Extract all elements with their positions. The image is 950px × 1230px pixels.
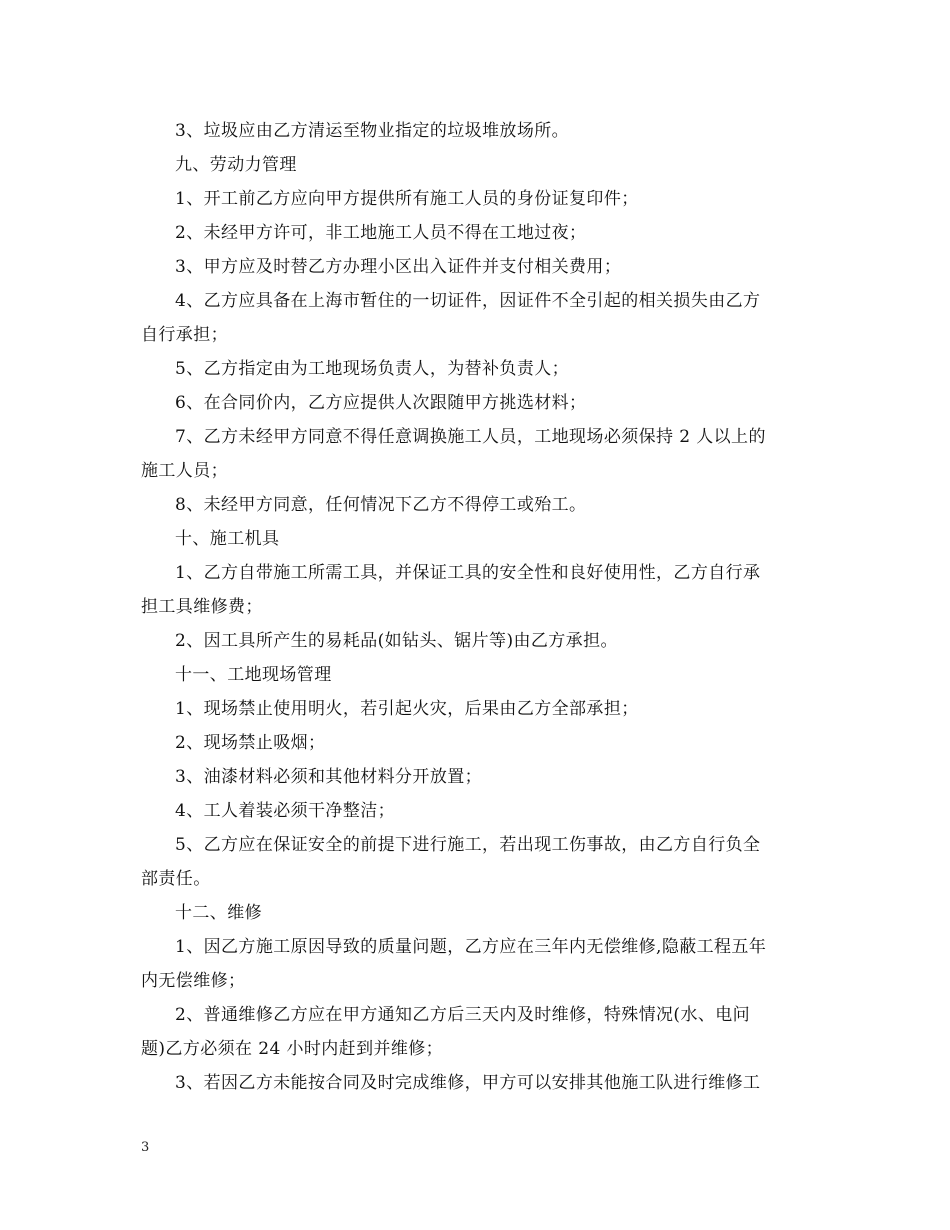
paragraph-line: 3、垃圾应由乙方清运至物业指定的垃圾堆放场所。 — [175, 121, 570, 141]
paragraph-line: 2、未经甲方许可，非工地施工人员不得在工地过夜； — [175, 223, 587, 243]
paragraph-line: 1、因乙方施工原因导致的质量问题，乙方应在三年内无偿维修,隐蔽工程五年 — [175, 937, 767, 957]
paragraph-line: 5、乙方应在保证安全的前提下进行施工，若出现工伤事故，由乙方自行负全 — [175, 835, 761, 855]
section-heading-tools: 十、施工机具 — [175, 529, 280, 549]
paragraph-line: 2、因工具所产生的易耗品(如钻头、锯片等)由乙方承担。 — [175, 631, 618, 651]
paragraph-line-continued: 部责任。 — [141, 869, 211, 889]
paragraph-line-continued: 内无偿维修； — [141, 971, 246, 991]
paragraph-line: 3、油漆材料必须和其他材料分开放置； — [175, 767, 483, 787]
paragraph-line: 6、在合同价内，乙方应提供人次跟随甲方挑选材料； — [175, 393, 587, 413]
paragraph-line: 7、乙方未经甲方同意不得任意调换施工人员，工地现场必须保持 2 人以上的 — [175, 427, 766, 447]
paragraph-line-continued: 担工具维修费； — [141, 597, 263, 617]
paragraph-line-continued: 施工人员； — [141, 461, 228, 481]
paragraph-line: 1、现场禁止使用明火，若引起火灾，后果由乙方全部承担； — [175, 699, 639, 719]
paragraph-line: 8、未经甲方同意，任何情况下乙方不得停工或殆工。 — [175, 495, 587, 515]
paragraph-line: 5、乙方指定由为工地现场负责人，为替补负责人； — [175, 359, 570, 379]
paragraph-line: 4、工人着装必须干净整洁； — [175, 801, 396, 821]
paragraph-line-continued: 题)乙方必须在 24 小时内赶到并维修； — [141, 1039, 444, 1059]
section-heading-labor: 九、劳动力管理 — [175, 155, 297, 175]
paragraph-line: 3、若因乙方未能按合同及时完成维修，甲方可以安排其他施工队进行维修工 — [175, 1073, 761, 1093]
section-heading-site-management: 十一、工地现场管理 — [175, 665, 332, 685]
paragraph-line: 1、乙方自带施工所需工具，并保证工具的安全性和良好使用性，乙方自行承 — [175, 563, 761, 583]
document-body — [141, 114, 811, 1100]
paragraph-line-continued: 自行承担； — [141, 325, 228, 345]
paragraph-line: 3、甲方应及时替乙方办理小区出入证件并支付相关费用； — [175, 257, 622, 277]
paragraph-line: 4、乙方应具备在上海市暂住的一切证件，因证件不全引起的相关损失由乙方 — [175, 291, 761, 311]
paragraph-line: 1、开工前乙方应向甲方提供所有施工人员的身份证复印件； — [175, 189, 639, 209]
section-heading-maintenance: 十二、维修 — [175, 903, 262, 923]
paragraph-line: 2、普通维修乙方应在甲方通知乙方后三天内及时维修，特殊情况(水、电问 — [175, 1005, 751, 1025]
paragraph-line: 2、现场禁止吸烟； — [175, 733, 326, 753]
page-number: 3 — [141, 1140, 150, 1155]
